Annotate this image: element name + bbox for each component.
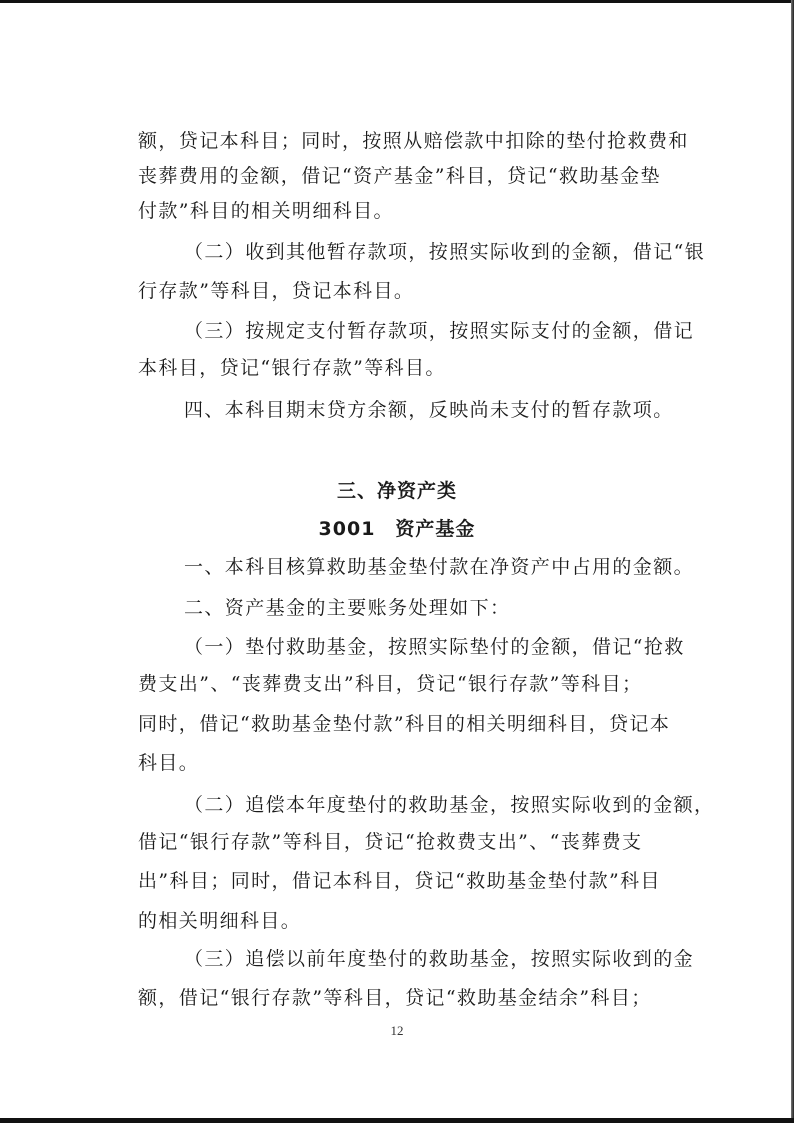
body-line: 丧葬费用的金额，借记“资产基金”科目，贷记“救助基金垫	[138, 165, 661, 187]
body-line: 出”科目；同时，借记本科目，贷记“救助基金垫付款”科目	[138, 870, 661, 892]
body-line: 付款”科目的相关明细科目。	[138, 200, 394, 222]
body-line: （三）按规定支付暂存款项，按照实际支付的金额，借记	[184, 320, 695, 342]
body-line: 同时，借记“救助基金垫付款”科目的相关明细科目，贷记本	[138, 713, 671, 735]
body-line: （一）垫付救助基金，按照实际垫付的金额，借记“抢救	[184, 636, 685, 658]
body-line: 行存款”等科目，贷记本科目。	[138, 280, 415, 302]
body-line: （三）追偿以前年度垫付的救助基金，按照实际收到的金	[184, 948, 695, 970]
section-heading: 三、净资产类	[336, 480, 457, 502]
body-line: 二、资产基金的主要账务处理如下：	[184, 597, 511, 619]
body-line: 科目。	[138, 752, 200, 774]
account-heading: 3001 资产基金	[318, 518, 476, 540]
body-line: 一、本科目核算救助基金垫付款在净资产中占用的金额。	[184, 556, 695, 578]
body-line: 四、本科目期末贷方余额，反映尚未支付的暂存款项。	[184, 399, 674, 421]
body-line: （二）收到其他暂存款项，按照实际收到的金额，借记“银	[184, 241, 706, 263]
page-number: 12	[390, 1023, 404, 1038]
body-line: 借记“银行存款”等科目，贷记“抢救费支出”、“丧葬费支	[138, 831, 643, 853]
body-line: （二）追偿本年度垫付的救助基金，按照实际收到的金额，	[184, 794, 715, 816]
body-line: 费支出”、“丧葬费支出”科目，贷记“银行存款”等科目；	[138, 673, 643, 695]
body-line: 本科目，贷记“银行存款”等科目。	[138, 357, 446, 379]
body-line: 的相关明细科目。	[138, 910, 302, 932]
body-line: 额，贷记本科目；同时，按照从赔偿款中扣除的垫付抢救费和	[138, 130, 689, 152]
scan-bottom-edge	[0, 1118, 794, 1123]
body-line: 额，借记“银行存款”等科目，贷记“救助基金结余”科目；	[138, 987, 652, 1009]
